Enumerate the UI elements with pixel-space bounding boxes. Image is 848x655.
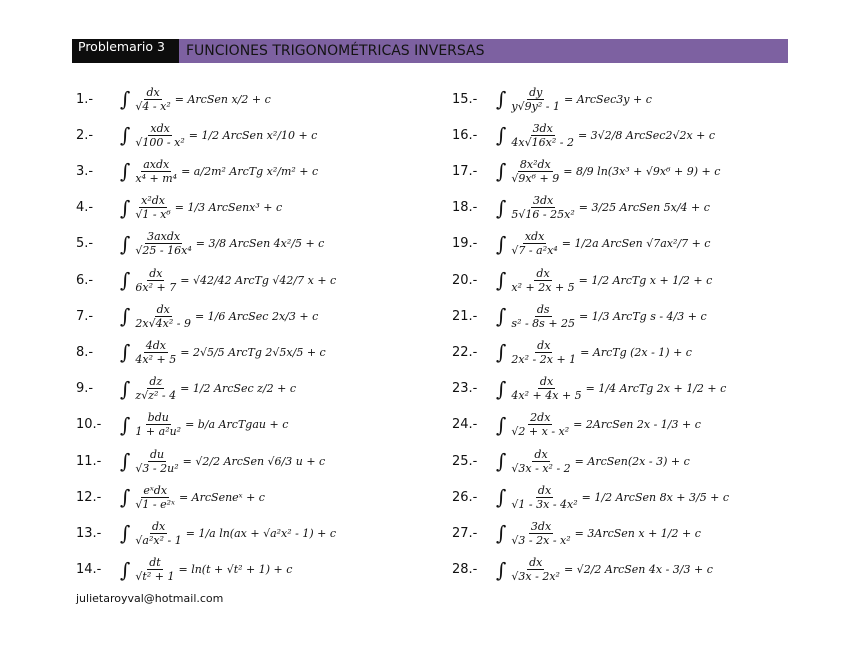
- problem-row: [452, 299, 707, 333]
- integral-sign-icon: ∫: [496, 412, 507, 437]
- integrand-fraction: [133, 339, 178, 366]
- header-label: Problemario 3: [72, 39, 179, 63]
- denominator: √t² + 1: [135, 570, 175, 584]
- integrand-fraction: [509, 448, 572, 475]
- numerator: ds: [536, 302, 550, 316]
- problem-number: 12.-: [76, 489, 102, 505]
- integrand-fraction: [133, 122, 186, 149]
- denominator: s² - 8s + 25: [511, 316, 576, 330]
- result: = b/a ArcTgau + c: [185, 418, 289, 432]
- problem-row: [76, 263, 336, 297]
- problem-number: 2.-: [76, 127, 94, 143]
- integrand-fraction: [509, 556, 562, 583]
- problem-number: 1.-: [76, 91, 94, 107]
- problem-row: [76, 516, 336, 550]
- problem-row: [452, 408, 701, 442]
- problem-number: 26.-: [452, 489, 478, 505]
- denominator: √3x - x² - 2: [511, 461, 571, 475]
- integral-formula: [496, 375, 726, 402]
- integral-formula: [120, 339, 326, 366]
- problem-number: 14.-: [76, 562, 102, 578]
- integral-formula: [496, 86, 652, 113]
- problem-number: 4.-: [76, 200, 94, 216]
- numerator: 8x²dx: [519, 157, 551, 171]
- problem-row: [76, 227, 324, 261]
- integral-sign-icon: ∫: [120, 304, 131, 329]
- integral-formula: [496, 448, 690, 475]
- integral-formula: [496, 339, 692, 366]
- integral-formula: [120, 556, 292, 583]
- integral-formula: [496, 303, 707, 330]
- problem-number: 22.-: [452, 344, 478, 360]
- denominator: √1 - x⁶: [135, 208, 171, 222]
- problem-row: [452, 553, 713, 587]
- denominator: √2 + x - x²: [511, 425, 570, 439]
- numerator: eˣdx: [143, 483, 168, 497]
- result: = 1/3 ArcSenx³ + c: [174, 201, 283, 215]
- integral-sign-icon: ∫: [120, 159, 131, 184]
- integral-sign-icon: ∫: [496, 87, 507, 111]
- problem-row: [76, 82, 271, 116]
- numerator: 3dx: [532, 121, 553, 135]
- denominator: √1 - 3x - 4x²: [511, 497, 578, 511]
- integral-formula: [496, 230, 710, 257]
- problem-row: [452, 372, 726, 406]
- numerator: dy: [529, 85, 543, 99]
- integral-formula: [120, 267, 336, 294]
- problem-row: [452, 480, 729, 514]
- result: = ArcSen x/2 + c: [174, 92, 271, 106]
- numerator: dx: [149, 266, 163, 280]
- integral-sign-icon: ∫: [496, 340, 507, 365]
- numerator: bdu: [147, 411, 169, 425]
- integral-formula: [120, 411, 288, 438]
- numerator: dz: [149, 375, 163, 389]
- page-title: FUNCIONES TRIGONOMÉTRICAS INVERSAS: [179, 39, 788, 63]
- problem-number: 8.-: [76, 344, 94, 360]
- numerator: dt: [149, 556, 161, 570]
- integral-sign-icon: ∫: [496, 304, 507, 329]
- integral-formula: [496, 556, 713, 583]
- numerator: dx: [151, 519, 166, 533]
- result: = ln(t + √t² + 1) + c: [178, 563, 293, 577]
- result: = 2ArcSen 2x - 1/3 + c: [573, 418, 701, 432]
- integrand-fraction: [509, 411, 571, 438]
- integrand-fraction: [509, 158, 561, 185]
- denominator: 4x√16x² - 2: [511, 135, 574, 149]
- integrand-fraction: [133, 158, 179, 185]
- result: = 1/3 ArcTg s - 4/3 + c: [579, 309, 707, 323]
- problem-row: [76, 408, 288, 442]
- integral-formula: [120, 86, 271, 113]
- numerator: dx: [146, 85, 160, 99]
- problem-number: 20.-: [452, 272, 478, 288]
- integral-formula: [496, 158, 720, 185]
- integrand-fraction: [509, 484, 579, 511]
- denominator: √3 - 2u²: [135, 461, 179, 475]
- numerator: xdx: [150, 121, 170, 135]
- integrand-fraction: [509, 375, 583, 402]
- integral-formula: [496, 267, 712, 294]
- problem-row: [76, 444, 325, 478]
- problem-row: [452, 191, 710, 225]
- result: = √2/2 ArcSen √6/3 u + c: [182, 454, 326, 468]
- integrand-fraction: [509, 267, 576, 294]
- integral-sign-icon: ∫: [496, 376, 507, 401]
- integrand-fraction: [133, 267, 178, 294]
- integral-formula: [496, 484, 729, 511]
- problem-row: [452, 154, 720, 188]
- integral-sign-icon: ∫: [120, 231, 131, 256]
- integral-sign-icon: ∫: [120, 268, 131, 292]
- denominator: √25 - 16x⁴: [135, 244, 192, 258]
- integrand-fraction: [133, 375, 178, 402]
- problem-row: [452, 516, 701, 550]
- result: = ArcSeneˣ + c: [178, 490, 265, 504]
- problem-row: [76, 299, 318, 333]
- result: = 1/6 ArcSec 2x/3 + c: [194, 309, 319, 323]
- numerator: x²dx: [141, 194, 166, 208]
- integrand-fraction: [133, 556, 176, 583]
- problem-row: [76, 118, 317, 152]
- problem-number: 25.-: [452, 453, 478, 469]
- denominator: 4x² + 5: [135, 352, 177, 366]
- numerator: dx: [539, 375, 554, 389]
- problem-number: 21.-: [452, 308, 478, 324]
- integral-formula: [120, 194, 282, 221]
- problem-row: [76, 154, 318, 188]
- integrand-fraction: [509, 230, 559, 257]
- numerator: dx: [534, 447, 548, 461]
- integral-sign-icon: ∫: [120, 123, 131, 148]
- result: = 3√2/8 ArcSec2√2x + c: [577, 128, 716, 142]
- problem-row: [76, 553, 292, 587]
- integral-formula: [120, 484, 265, 511]
- problem-row: [452, 263, 712, 297]
- denominator: √1 - e²ˣ: [135, 497, 175, 511]
- result: = 1/2 ArcSen 8x + 3/5 + c: [581, 490, 730, 504]
- problem-row: [452, 82, 652, 116]
- problem-row: [452, 444, 690, 478]
- numerator: 4dx: [145, 338, 166, 352]
- problem-number: 15.-: [452, 91, 478, 107]
- denominator: 2x² - 2x + 1: [511, 352, 577, 366]
- denominator: x² + 2x + 5: [511, 280, 575, 294]
- result: = 3/25 ArcSen 5x/4 + c: [578, 201, 710, 215]
- integrand-fraction: [133, 448, 180, 475]
- problem-number: 10.-: [76, 417, 102, 433]
- integral-formula: [120, 230, 324, 257]
- integrand-fraction: [509, 339, 578, 366]
- integrand-fraction: [133, 230, 193, 257]
- result: = 1/2 ArcSen x²/10 + c: [188, 128, 318, 142]
- denominator: √4 - x²: [135, 99, 171, 113]
- denominator: z√z² - 4: [135, 389, 177, 403]
- problem-number: 6.-: [76, 272, 94, 288]
- integrand-fraction: [133, 484, 177, 511]
- result: = √2/2 ArcSen 4x - 3/3 + c: [563, 563, 713, 577]
- numerator: du: [149, 447, 165, 461]
- denominator: 1 + a²u²: [135, 425, 182, 439]
- integral-formula: [120, 303, 318, 330]
- denominator: 6x² + 7: [135, 280, 177, 294]
- result: = ArcSec3y + c: [563, 92, 652, 106]
- integral-sign-icon: ∫: [120, 485, 131, 510]
- numerator: dx: [537, 483, 552, 497]
- denominator: 4x² + 4x + 5: [511, 389, 582, 403]
- denominator: y√9y² - 1: [511, 99, 560, 113]
- numerator: 3dx: [532, 194, 554, 208]
- result: = √42/42 ArcTg √42/7 x + c: [180, 273, 337, 287]
- problem-row: [452, 335, 692, 369]
- denominator: √100 - x²: [135, 135, 185, 149]
- integral-sign-icon: ∫: [496, 485, 507, 510]
- result: = 1/2 ArcSec z/2 + c: [180, 382, 296, 396]
- integral-sign-icon: ∫: [496, 521, 507, 546]
- integral-sign-icon: ∫: [496, 159, 507, 184]
- numerator: 2dx: [530, 411, 551, 425]
- problem-row: [76, 335, 326, 369]
- problem-row: [76, 480, 265, 514]
- integral-formula: [120, 158, 318, 185]
- integral-sign-icon: ∫: [496, 231, 507, 256]
- result: = 1/4 ArcTg 2x + 1/2 + c: [585, 382, 727, 396]
- numerator: xdx: [524, 230, 545, 244]
- result: = a/2m² ArcTg x²/m² + c: [181, 164, 319, 178]
- result: = 8/9 ln(3x³ + √9x⁶ + 9) + c: [563, 164, 721, 178]
- numerator: axdx: [143, 157, 170, 171]
- result: = 3ArcSen x + 1/2 + c: [574, 526, 701, 540]
- integrand-fraction: [509, 86, 562, 113]
- integral-sign-icon: ∫: [120, 195, 131, 220]
- problem-number: 3.-: [76, 163, 94, 179]
- numerator: dx: [156, 302, 170, 316]
- denominator: √7 - a²x⁴: [511, 244, 558, 258]
- problem-row: [452, 118, 715, 152]
- result: = 1/2a ArcSen √7ax²/7 + c: [561, 237, 711, 251]
- integral-formula: [120, 448, 325, 475]
- denominator: x⁴ + m⁴: [135, 171, 178, 185]
- integral-sign-icon: ∫: [120, 412, 131, 437]
- numerator: 3axdx: [147, 230, 181, 244]
- problem-number: 18.-: [452, 200, 478, 216]
- footer-email: julietaroyval@hotmail.com: [76, 592, 224, 605]
- problem-number: 24.-: [452, 417, 478, 433]
- integrand-fraction: [133, 303, 193, 330]
- problem-number: 5.-: [76, 236, 94, 252]
- problem-row: [76, 191, 282, 225]
- integral-sign-icon: ∫: [496, 449, 507, 473]
- denominator: √a²x² - 1: [135, 533, 182, 547]
- denominator: √3 - 2x - x²: [511, 533, 571, 547]
- denominator: 2x√4x² - 9: [135, 316, 191, 330]
- integral-sign-icon: ∫: [496, 268, 507, 292]
- result: = 1/2 ArcTg x + 1/2 + c: [578, 273, 713, 287]
- integrand-fraction: [509, 194, 576, 221]
- integral-sign-icon: ∫: [120, 449, 131, 473]
- result: = 1/a ln(ax + √a²x² - 1) + c: [185, 526, 337, 540]
- integral-sign-icon: ∫: [120, 521, 131, 546]
- problem-row: [452, 227, 710, 261]
- integrand-fraction: [133, 411, 183, 438]
- numerator: dx: [529, 556, 543, 570]
- problem-row: [76, 372, 296, 406]
- integral-sign-icon: ∫: [120, 376, 131, 401]
- result: = ArcTg (2x - 1) + c: [580, 345, 692, 359]
- integral-sign-icon: ∫: [120, 340, 131, 365]
- integrand-fraction: [509, 303, 577, 330]
- problem-number: 16.-: [452, 127, 478, 143]
- problem-number: 13.-: [76, 525, 102, 541]
- integral-sign-icon: ∫: [120, 557, 131, 582]
- problem-number: 27.-: [452, 525, 478, 541]
- integrand-fraction: [509, 520, 572, 547]
- integral-sign-icon: ∫: [496, 195, 507, 220]
- problem-number: 17.-: [452, 163, 478, 179]
- denominator: 5√16 - 25x²: [511, 208, 575, 222]
- integral-formula: [120, 375, 296, 402]
- integrand-fraction: [133, 194, 172, 221]
- numerator: 3dx: [530, 519, 552, 533]
- problem-number: 11.-: [76, 453, 102, 469]
- problem-number: 23.-: [452, 381, 478, 397]
- integral-formula: [496, 194, 710, 221]
- numerator: dx: [537, 338, 551, 352]
- integral-formula: [120, 520, 336, 547]
- result: = ArcSen(2x - 3) + c: [574, 454, 690, 468]
- integral-sign-icon: ∫: [120, 87, 131, 111]
- numerator: dx: [536, 266, 550, 280]
- integral-sign-icon: ∫: [496, 123, 507, 148]
- integrand-fraction: [133, 86, 172, 113]
- denominator: √9x⁶ + 9: [511, 171, 560, 185]
- denominator: √3x - 2x²: [511, 570, 560, 584]
- integral-formula: [496, 411, 701, 438]
- integrand-fraction: [509, 122, 576, 149]
- result: = 3/8 ArcSen 4x²/5 + c: [195, 237, 325, 251]
- result: = 2√5/5 ArcTg 2√5x/5 + c: [180, 345, 326, 359]
- integral-sign-icon: ∫: [496, 557, 507, 582]
- integral-formula: [496, 520, 701, 547]
- integral-formula: [120, 122, 317, 149]
- problem-number: 28.-: [452, 562, 478, 578]
- problem-number: 9.-: [76, 381, 94, 397]
- problem-number: 7.-: [76, 308, 94, 324]
- integral-formula: [496, 122, 715, 149]
- problem-number: 19.-: [452, 236, 478, 252]
- integrand-fraction: [133, 520, 183, 547]
